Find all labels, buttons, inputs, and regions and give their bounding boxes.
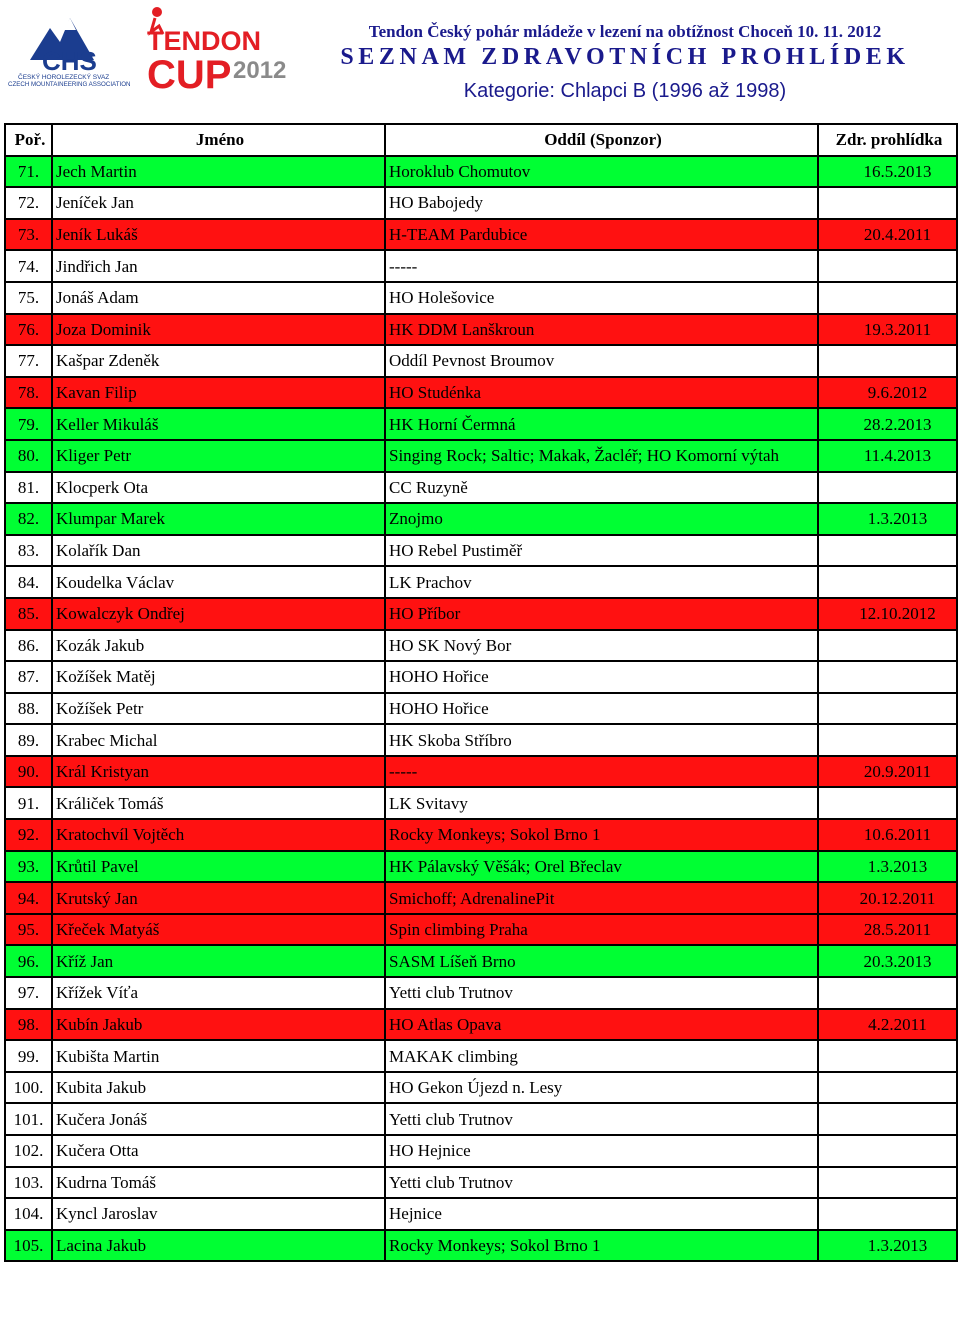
name-cell: Kříž Jan: [52, 945, 385, 977]
row-number-cell: 85.: [5, 598, 52, 630]
medical-date-cell: [818, 535, 957, 567]
medical-date-cell: [818, 630, 957, 662]
row-number-cell: 74.: [5, 250, 52, 282]
medical-date-cell: 11.4.2013: [818, 440, 957, 472]
svg-text:2012: 2012: [233, 57, 287, 84]
row-number-cell: 75.: [5, 282, 52, 314]
name-cell: Joza Dominik: [52, 314, 385, 346]
table-row: [5, 503, 957, 535]
table-row: [5, 1072, 957, 1104]
name-cell: Kyncl Jaroslav: [52, 1198, 385, 1230]
name-cell: Jindřich Jan: [52, 250, 385, 282]
name-cell: Král Kristyan: [52, 756, 385, 788]
club-cell: Yetti club Trutnov: [385, 1167, 818, 1199]
table-row: [5, 566, 957, 598]
medical-date-cell: [818, 977, 957, 1009]
club-cell: HO Příbor: [385, 598, 818, 630]
medical-date-cell: 20.9.2011: [818, 756, 957, 788]
row-number-cell: 82.: [5, 503, 52, 535]
table-row: [5, 440, 957, 472]
table-row: [5, 630, 957, 662]
name-cell: Krutský Jan: [52, 882, 385, 914]
medical-date-cell: 20.12.2011: [818, 882, 957, 914]
name-cell: Jeník Lukáš: [52, 219, 385, 251]
club-cell: Yetti club Trutnov: [385, 1103, 818, 1135]
event-title: Tendon Český pohár mládeže v lezení na obtížnost Choceň 10. 11. 2012: [368, 22, 882, 41]
row-number-cell: 94.: [5, 882, 52, 914]
medical-date-cell: 1.3.2013: [818, 503, 957, 535]
name-cell: Kavan Filip: [52, 377, 385, 409]
club-cell: -----: [385, 756, 818, 788]
row-number-cell: 71.: [5, 156, 52, 188]
chs-logo: [8, 8, 148, 88]
row-number-cell: 97.: [5, 977, 52, 1009]
club-cell: Hejnice: [385, 1198, 818, 1230]
name-cell: Kozák Jakub: [52, 630, 385, 662]
club-cell: -----: [385, 250, 818, 282]
table-row: [5, 882, 957, 914]
medical-date-cell: [818, 566, 957, 598]
table-row: [5, 314, 957, 346]
club-cell: CC Ruzyně: [385, 472, 818, 504]
column-header-club: Oddíl (Sponzor): [385, 124, 818, 156]
club-cell: Horoklub Chomutov: [385, 156, 818, 188]
club-cell: Yetti club Trutnov: [385, 977, 818, 1009]
row-number-cell: 98.: [5, 1009, 52, 1041]
name-cell: Jech Martin: [52, 156, 385, 188]
svg-text:CZECH MOUNTAINEERING ASSOCIATI: CZECH MOUNTAINEERING ASSOCIATION: [8, 81, 131, 88]
club-cell: HO Hejnice: [385, 1135, 818, 1167]
medical-date-cell: [818, 187, 957, 219]
medical-date-cell: [818, 345, 957, 377]
row-number-cell: 87.: [5, 661, 52, 693]
medical-date-cell: [818, 724, 957, 756]
name-cell: Keller Mikuláš: [52, 408, 385, 440]
club-cell: LK Svitavy: [385, 787, 818, 819]
table-row: [5, 724, 957, 756]
club-cell: HO Rebel Pustiměř: [385, 535, 818, 567]
medical-date-cell: 1.3.2013: [818, 1230, 957, 1262]
table-row: [5, 787, 957, 819]
row-number-cell: 81.: [5, 472, 52, 504]
club-cell: HK Skoba Stříbro: [385, 724, 818, 756]
club-cell: Singing Rock; Saltic; Makak, Žacléř; HO Komorní výtah: [385, 440, 818, 472]
name-cell: Kučera Jonáš: [52, 1103, 385, 1135]
row-number-cell: 104.: [5, 1198, 52, 1230]
club-cell: Smichoff; AdrenalinePit: [385, 882, 818, 914]
club-cell: LK Prachov: [385, 566, 818, 598]
row-number-cell: 79.: [5, 408, 52, 440]
club-cell: HO SK Nový Bor: [385, 630, 818, 662]
name-cell: Kratochvíl Vojtěch: [52, 819, 385, 851]
medical-date-cell: 1.3.2013: [818, 851, 957, 883]
row-number-cell: 96.: [5, 945, 52, 977]
table-row: [5, 345, 957, 377]
club-cell: HO Babojedy: [385, 187, 818, 219]
table-row: [5, 219, 957, 251]
name-cell: Kubišta Martin: [52, 1040, 385, 1072]
medical-date-cell: [818, 693, 957, 725]
medical-date-cell: [818, 1198, 957, 1230]
medical-date-cell: 4.2.2011: [818, 1009, 957, 1041]
svg-text:TENDON: TENDON: [147, 26, 261, 56]
table-row: [5, 977, 957, 1009]
club-cell: Oddíl Pevnost Broumov: [385, 345, 818, 377]
row-number-cell: 105.: [5, 1230, 52, 1262]
table-row: [5, 377, 957, 409]
medical-date-cell: [818, 661, 957, 693]
row-number-cell: 92.: [5, 819, 52, 851]
row-number-cell: 100.: [5, 1072, 52, 1104]
medical-date-cell: [818, 787, 957, 819]
table-row: [5, 187, 957, 219]
medical-date-cell: 28.5.2011: [818, 914, 957, 946]
table-row: [5, 282, 957, 314]
club-cell: MAKAK climbing: [385, 1040, 818, 1072]
club-cell: HK Horní Čermná: [385, 408, 818, 440]
name-cell: Kožíšek Petr: [52, 693, 385, 725]
row-number-cell: 84.: [5, 566, 52, 598]
name-cell: Kudrna Tomáš: [52, 1167, 385, 1199]
club-cell: H-TEAM Pardubice: [385, 219, 818, 251]
medical-date-cell: 12.10.2012: [818, 598, 957, 630]
table-row: [5, 472, 957, 504]
medical-date-cell: 10.6.2011: [818, 819, 957, 851]
column-header-medical: Zdr. prohlídka: [818, 124, 957, 156]
medical-date-cell: 28.2.2013: [818, 408, 957, 440]
svg-text:CUP: CUP: [147, 53, 232, 94]
row-number-cell: 73.: [5, 219, 52, 251]
name-cell: Kučera Otta: [52, 1135, 385, 1167]
club-cell: HO Atlas Opava: [385, 1009, 818, 1041]
medical-date-cell: [818, 250, 957, 282]
row-number-cell: 93.: [5, 851, 52, 883]
name-cell: Králiček Tomáš: [52, 787, 385, 819]
table-row: [5, 408, 957, 440]
table-row: [5, 661, 957, 693]
table-row: [5, 156, 957, 188]
medical-date-cell: [818, 1103, 957, 1135]
row-number-cell: 101.: [5, 1103, 52, 1135]
name-cell: Kašpar Zdeněk: [52, 345, 385, 377]
club-cell: Rocky Monkeys; Sokol Brno 1: [385, 1230, 818, 1262]
club-cell: HO Studénka: [385, 377, 818, 409]
table-row: [5, 1103, 957, 1135]
medical-date-cell: 20.4.2011: [818, 219, 957, 251]
name-cell: Jeníček Jan: [52, 187, 385, 219]
medical-date-cell: [818, 282, 957, 314]
table-row: [5, 1135, 957, 1167]
table-row: [5, 535, 957, 567]
row-number-cell: 91.: [5, 787, 52, 819]
club-cell: HO Gekon Újezd n. Lesy: [385, 1072, 818, 1104]
row-number-cell: 86.: [5, 630, 52, 662]
club-cell: HK DDM Lanškroun: [385, 314, 818, 346]
row-number-cell: 78.: [5, 377, 52, 409]
medical-date-cell: [818, 1167, 957, 1199]
name-cell: Lacina Jakub: [52, 1230, 385, 1262]
row-number-cell: 90.: [5, 756, 52, 788]
name-cell: Kubita Jakub: [52, 1072, 385, 1104]
club-cell: HO Holešovice: [385, 282, 818, 314]
row-number-cell: 72.: [5, 187, 52, 219]
name-cell: Kolařík Dan: [52, 535, 385, 567]
name-cell: Křeček Matyáš: [52, 914, 385, 946]
row-number-cell: 80.: [5, 440, 52, 472]
row-number-cell: 88.: [5, 693, 52, 725]
table-row: [5, 1009, 957, 1041]
medical-date-cell: 9.6.2012: [818, 377, 957, 409]
name-cell: Kubín Jakub: [52, 1009, 385, 1041]
tendon-cup-logo: [145, 2, 295, 94]
row-number-cell: 103.: [5, 1167, 52, 1199]
table-row: [5, 1167, 957, 1199]
table-row: [5, 756, 957, 788]
club-cell: Rocky Monkeys; Sokol Brno 1: [385, 819, 818, 851]
medical-date-cell: 19.3.2011: [818, 314, 957, 346]
name-cell: Kowalczyk Ondřej: [52, 598, 385, 630]
medical-date-cell: [818, 1072, 957, 1104]
row-number-cell: 76.: [5, 314, 52, 346]
table-row: [5, 1198, 957, 1230]
club-cell: HOHO Hořice: [385, 661, 818, 693]
club-cell: HK Pálavský Věšák; Orel Břeclav: [385, 851, 818, 883]
club-cell: Znojmo: [385, 503, 818, 535]
row-number-cell: 83.: [5, 535, 52, 567]
club-cell: Spin climbing Praha: [385, 914, 818, 946]
table-row: [5, 1040, 957, 1072]
table-row: [5, 598, 957, 630]
table-header-row: [5, 124, 957, 156]
row-number-cell: 77.: [5, 345, 52, 377]
row-number-cell: 95.: [5, 914, 52, 946]
name-cell: Klumpar Marek: [52, 503, 385, 535]
table-row: [5, 851, 957, 883]
row-number-cell: 89.: [5, 724, 52, 756]
name-cell: Koudelka Václav: [52, 566, 385, 598]
name-cell: Kliger Petr: [52, 440, 385, 472]
svg-text:ČESKÝ HOROLEZECKÝ SVAZ: ČESKÝ HOROLEZECKÝ SVAZ: [18, 74, 110, 81]
medical-date-cell: 16.5.2013: [818, 156, 957, 188]
row-number-cell: 99.: [5, 1040, 52, 1072]
column-header-order: Poř.: [5, 124, 52, 156]
table-row: [5, 250, 957, 282]
column-header-name: Jméno: [52, 124, 385, 156]
table-row: [5, 1230, 957, 1262]
category-subtitle: Kategorie: Chlapci B (1996 až 1998): [463, 80, 787, 102]
medical-date-cell: [818, 472, 957, 504]
name-cell: Klocperk Ota: [52, 472, 385, 504]
medical-date-cell: [818, 1135, 957, 1167]
row-number-cell: 102.: [5, 1135, 52, 1167]
name-cell: Krůtil Pavel: [52, 851, 385, 883]
table-row: [5, 693, 957, 725]
name-cell: Křížek Víťa: [52, 977, 385, 1009]
club-cell: HOHO Hořice: [385, 693, 818, 725]
table-row: [5, 914, 957, 946]
table-row: [5, 945, 957, 977]
name-cell: Jonáš Adam: [52, 282, 385, 314]
page-header: [0, 0, 960, 122]
name-cell: Krabec Michal: [52, 724, 385, 756]
chs-logo-text: CHS: [42, 46, 97, 76]
name-cell: Kožíšek Matěj: [52, 661, 385, 693]
table-row: [5, 819, 957, 851]
medical-date-cell: 20.3.2013: [818, 945, 957, 977]
medical-checks-table: [4, 123, 958, 1262]
document-title: SEZNAM ZDRAVOTNÍCH PROHLÍDEK: [340, 44, 910, 70]
club-cell: SASM Líšeň Brno: [385, 945, 818, 977]
medical-date-cell: [818, 1040, 957, 1072]
